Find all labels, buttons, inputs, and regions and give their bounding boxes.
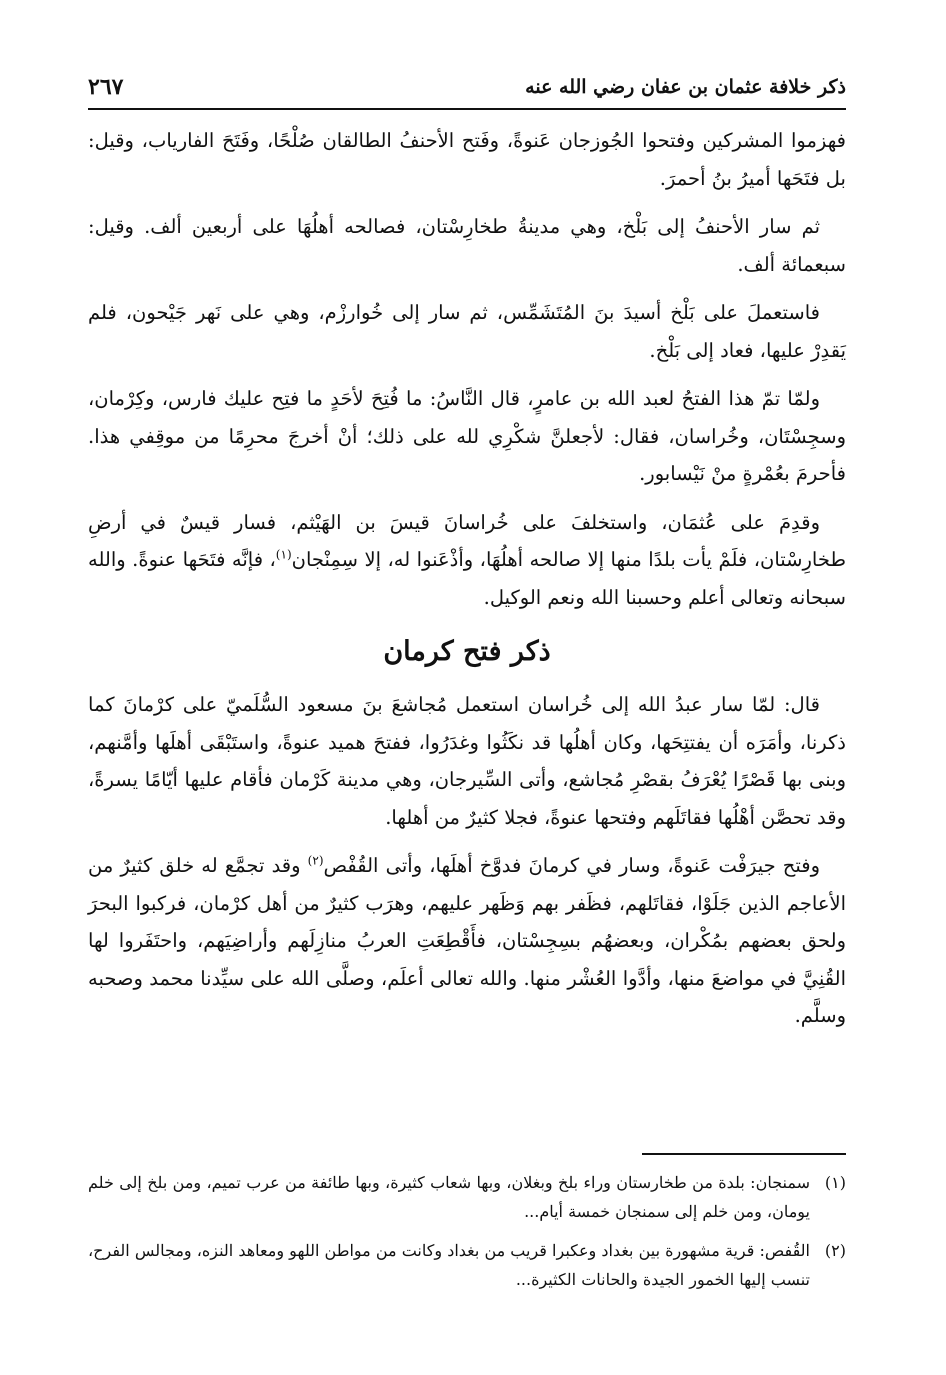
paragraph: ولمّا تمّ هذا الفتحُ لعبد الله بن عامرٍ، قال النَّاسُ: ما فُتِحَ لأحَدٍ ما فتِح عليك فارس، وكِرْمان، وسجِسْتَان، وخُراسان، فقال: لأجعلنَّ شكْرِي لله على ذلك؛ أنْ أخرجَ محرِمًا من موقِفي هذا. فأحرمَ بعُمْرةٍ منْ نَيْسابور. — [88, 387, 846, 485]
paragraph-with-note — [88, 504, 846, 617]
paragraph-text: ، فإنَّه فتَحَها عنوةً. والله سبحانه وتعالى أعلم وحسبنا الله ونعم الوكيل. — [88, 548, 846, 609]
page-number: ٢٦٧ — [88, 74, 124, 100]
footnote-divider — [642, 1153, 846, 1155]
paragraph-text: وقد تجمَّع له خلق كثيرٌ من الأعاجم الذين جَلَوْا، فقاتَلهم، فظَفر بهم وَظَهر عليهم، وهرَب كثيرٌ من أهل كرْمان، فركبوا البحرَ ولحق بعضهم بمُكْران، وبعضهُم بسِجِسْتان، فأَقْطِعَتِ العربُ منازِلَهم وأراضِيَهم، واحتَفَروا لها القُنِيَّ في مواضعَ منها، وأدَّوا العُشْر منها. والله تعالى أعلَم، وصلَّى الله على سيِّدنا محمد وصحبه وسلَّم. — [88, 854, 846, 1027]
paragraph: ثم سار الأحنفُ إلى بَلْخ، وهي مدينةُ طخارِسْتان، فصالحه أهلُهَا على أربعين ألف. وقيل: سبعمائة ألف. — [88, 215, 846, 276]
footnote-reference[interactable]: (١) — [275, 547, 292, 562]
main-text — [88, 122, 846, 1046]
paragraph: فهزموا المشركين وفتحوا الجُوزجان عَنوةً، وفَتح الأحنفُ الطالقان صُلْحًا، وفَتَحَ الفارياب، وقيل: بل فتَحَها أميرُ بنُ أحمرَ. — [88, 129, 846, 190]
footnote — [88, 1236, 846, 1294]
footnote-mark: (٢) — [824, 1241, 846, 1260]
footnotes — [88, 1168, 846, 1304]
paragraph-text: وقدِمَ على عُثمَان، واستخلفَ على خُراسانَ قيسَ بن الهَيْثم، فسار قيسٌ في أرضِ طخارِسْتان، فلَمْ يأت بلدًا منها إلا صالحه أهلُهَا، وأذْعَنوا له، إلا سِمِنْجان — [88, 510, 846, 571]
footnote-text: سمنجان: بلدة من طخارستان وراء بلخ وبغلان، وبها شعاب كثيرة، وبها طائفة من عرب تميم، ومن بلخ إلى خلم يومان، ومن خلم إلى سمنجان خمسة أيام... — [88, 1173, 810, 1221]
paragraph-with-note — [88, 847, 846, 1035]
paragraph-text: وفتح جيرَفْت عَنوةً، وسار في كرمانَ فدوَّخ أهلَها، وأتى القُفْص — [323, 854, 820, 877]
running-title: ذكر خلافة عثمان بن عفان رضي الله عنه — [525, 76, 846, 98]
footnote-reference[interactable]: (٢) — [307, 853, 324, 868]
page-header — [88, 68, 846, 110]
paragraph: فاستعملَ على بَلْخ أسيدَ بنَ المُتَشَمِّس، ثم سار إلى خُوارزْم، وهي على نَهر جَيْحون، فلم يَقدِرْ عليها، فعاد إلى بَلْخ. — [88, 301, 846, 362]
section-heading: ذكر فتح كرمان — [383, 636, 551, 667]
footnote-text: القُفص: قرية مشهورة بين بغداد وعكبرا قريب من بغداد وكانت من مواطن اللهو ومعاهد النزه، ومجالس الفرح، تنسب إليها الخمور الجيدة والحانات الكثيرة... — [88, 1241, 810, 1289]
paragraph: قال: لمّا سار عبدُ الله إلى خُراسان استعمل مُجاشعَ بنَ مسعود السُّلَميّ على كرْمانَ كما ذكرنا، وأمَرَه أن يفتتِحَها، وكان أهلُها قد نكَثُوا وغدَرُوا، ففتحَ هميد عنوةً، واستَبْقَى أهلَها وأمَّنهم، وبنى بها قَصْرًا يُعْرَفُ بقصْرِ مُجاشع، وأتى السِّيرجان، وهي مدينة كَرْمان فأقام عليها أيّامًا يسرةً، وقد تحصَّن أهْلُها فقاتَلَهم وفتحها عنوةً، فجلا كثيرٌ من أهلها. — [88, 693, 846, 829]
footnote-mark: (١) — [824, 1173, 846, 1192]
footnote — [88, 1168, 846, 1226]
